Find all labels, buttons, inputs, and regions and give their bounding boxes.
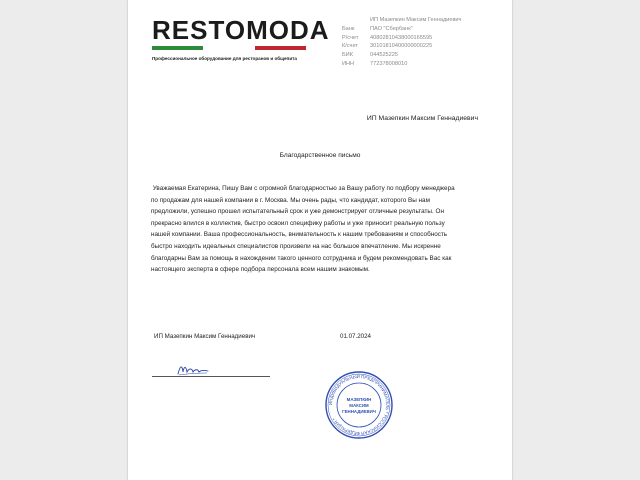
letter-page xyxy=(128,0,512,480)
body-line: быстро находить идеальных специалистов произвели на нас большое впечатление. Мы искренне xyxy=(151,242,441,250)
company-stamp xyxy=(324,370,394,440)
stamp-ring-text: ИНДИВИДУАЛЬНЫЙ ПРЕДПРИНИМАТЕЛЬ * РОССИЙСКАЯ ФЕДЕРАЦИЯ * xyxy=(327,373,391,437)
letter-date: 01.07.2024 xyxy=(340,333,371,340)
signature-line xyxy=(152,376,270,377)
stamp-center-line: МАЗЕПКИН xyxy=(346,397,372,402)
logo-bar-red xyxy=(255,46,306,50)
bank-key: ИНН xyxy=(342,60,355,67)
bank-key: Банк xyxy=(342,25,355,32)
bank-row xyxy=(342,34,461,43)
body-line: благодарны Вам за помощь в нахождении такого ценного сотрудника и будем рекомендовать Вас как xyxy=(151,254,452,262)
bank-value: ИП Мазепкин Максим Геннадиевич xyxy=(370,17,462,23)
bank-row xyxy=(342,16,461,25)
logo-color-bar xyxy=(152,46,306,50)
bank-row xyxy=(342,60,461,69)
bank-key: БИК xyxy=(342,52,353,59)
bank-row xyxy=(342,51,461,60)
bank-key: К/счет xyxy=(342,43,358,50)
letter-title: Благодарственное письмо xyxy=(279,152,361,159)
body-line: прекрасно влился в коллектив, быстро освоил специфику работы и уже приносит реальную пользу xyxy=(151,219,445,227)
body-line: предложили, успешно прошел испытательный срок и уже демонстрирует отличные результаты. Он xyxy=(151,208,444,216)
stamp-center-line: ГЕННАДИЕВИЧ xyxy=(342,409,376,414)
stamp-center-line: МАКСИМ xyxy=(349,403,369,408)
bank-value: ПАО "Сбербанк" xyxy=(370,25,413,32)
bank-key: Р/счет xyxy=(342,34,359,41)
bank-value: 40802810438000165595 xyxy=(370,34,433,41)
bank-key xyxy=(342,16,370,25)
logo-bar-white xyxy=(203,46,254,50)
company-tagline: Профессиональное оборудование для ресторанов и общепита xyxy=(152,56,297,61)
recipient-name: ИП Мазепкин Максим Геннадиевич xyxy=(366,115,478,122)
bank-row xyxy=(342,42,461,51)
sender-name: ИП Мазепкин Максим Геннадиевич xyxy=(154,333,256,340)
bank-row xyxy=(342,25,461,34)
bank-value: 044525225 xyxy=(370,52,398,59)
logo-bar-green xyxy=(152,46,203,50)
bank-details xyxy=(342,16,461,69)
bank-value: 772378008010 xyxy=(370,60,408,67)
letter-body xyxy=(151,183,469,276)
bank-value: 30101810400000000225 xyxy=(370,43,433,50)
body-line: Уважаемая Екатерина, Пишу Вам с огромной благодарностью за Вашу работу по подбору менеджера xyxy=(151,185,455,192)
company-logo: RESTOMODA xyxy=(152,15,330,45)
body-line: настоящего эксперта в сфере подбора персонала всем нашим знакомым. xyxy=(151,266,370,274)
body-line: нашей компании. Ваша профессиональность, внимательность к нашим требованиям и способность xyxy=(151,231,448,239)
body-line: по продажам для нашей компании в г. Москва. Мы очень рады, что кандидат, которого Вы нам xyxy=(151,196,430,204)
